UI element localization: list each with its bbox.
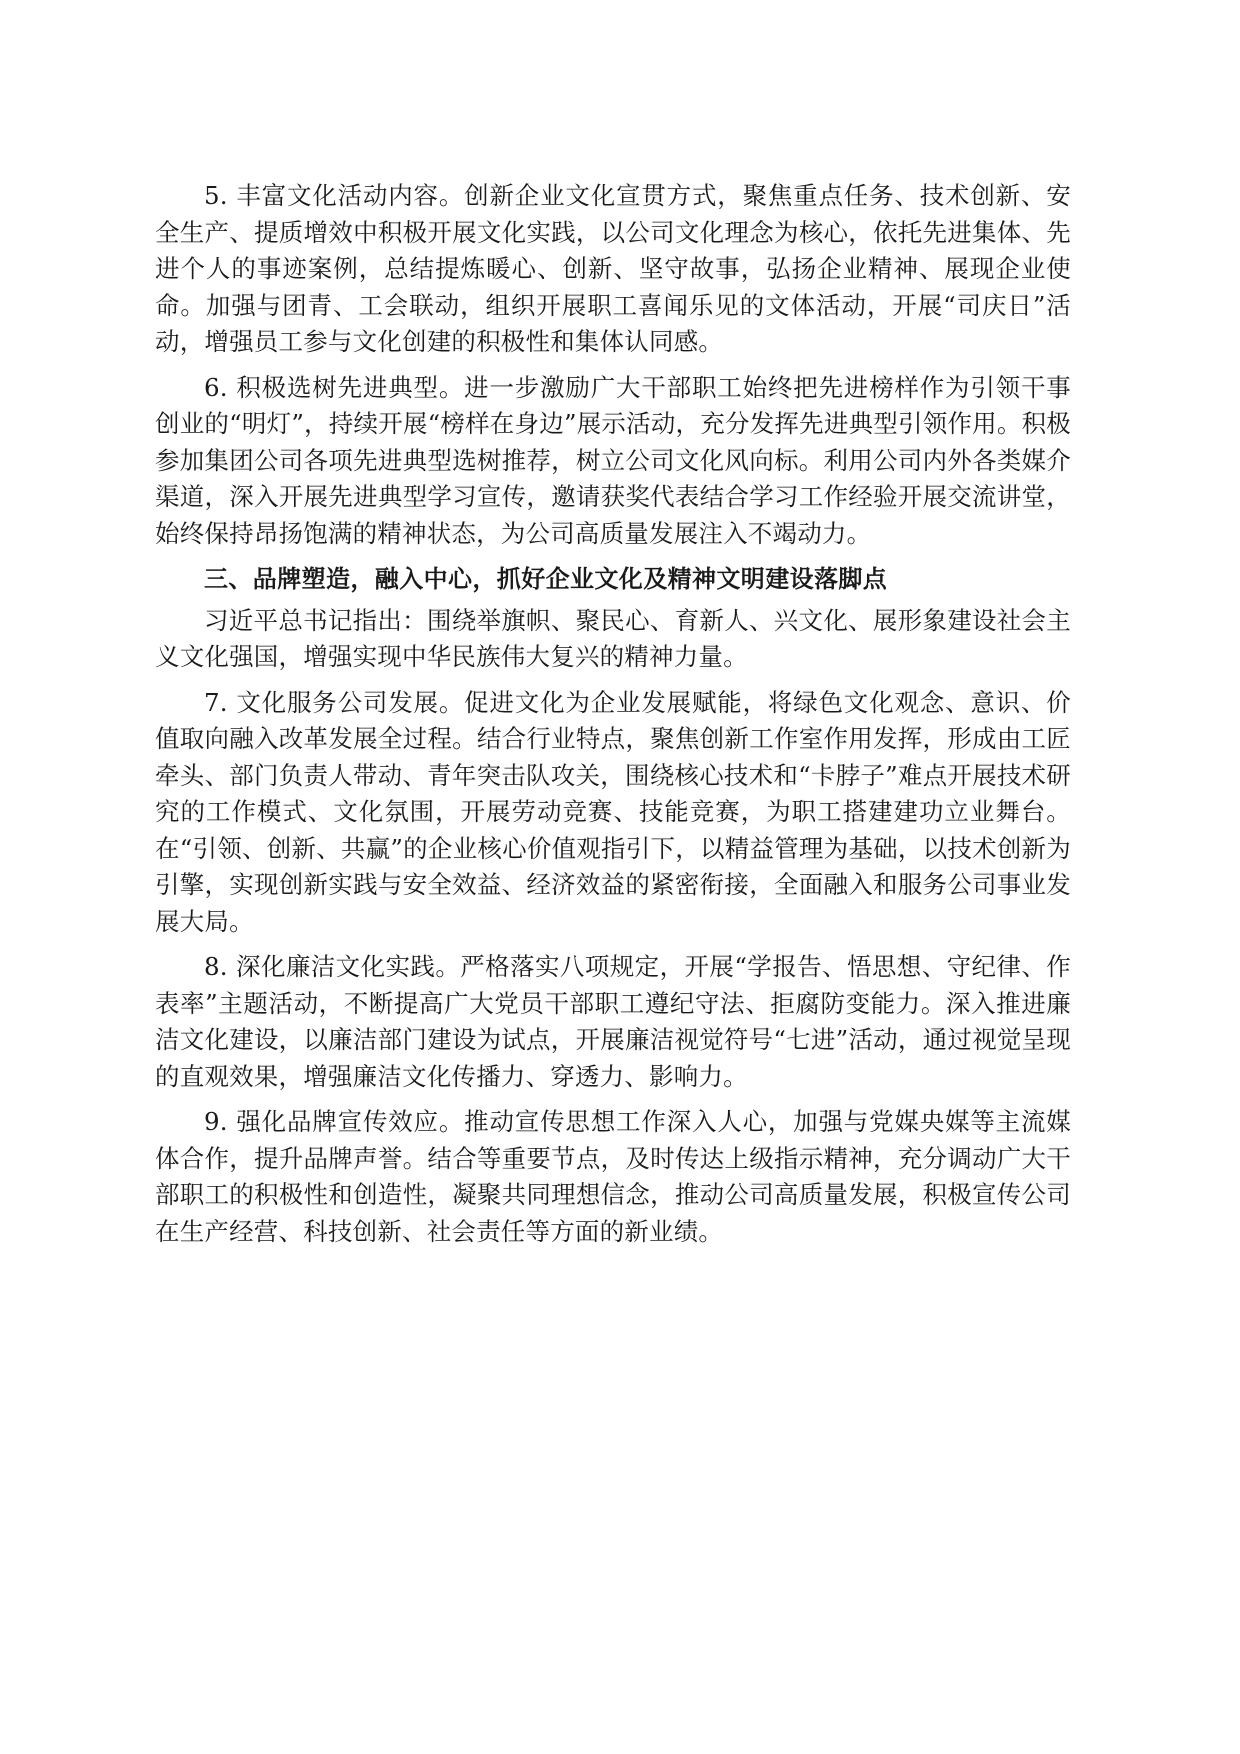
paragraph-item-9: 9. 强化品牌宣传效应。推动宣传思想工作深入人心，加强与党媒央媒等主流媒体合作，提升品牌声誉。结合等重要节点，及时传达上级指示精神，充分调动广大干部职工的积极性和创造性，凝聚共同理想信念，推动公司高质量发展，积极宣传公司在生产经营、科技创新、社会责任等方面的新业绩。 [155,1107,1071,1246]
paragraph-item-5: 5. 丰富文化活动内容。创新企业文化宣贯方式，聚焦重点任务、技术创新、安全生产、提质增效中积极开展文化实践，以公司文化理念为核心，依托先进集体、先进个人的事迹案例，总结提炼暖心、创新、坚守故事，弘扬企业精神、展现企业使命。加强与团青、工会联动，组织开展职工喜闻乐见的文体活动，开展“司庆日”活动，增强员工参与文化创建的积极性和集体认同感。 [155,181,1071,356]
paragraph-item-7: 7. 文化服务公司发展。促进文化为企业发展赋能，将绿色文化观念、意识、价值取向融入改革发展全过程。结合行业特点，聚焦创新工作室作用发挥，形成由工匠牵头、部门负责人带动、青年突击队攻关，围绕核心技术和“卡脖子”难点开展技术研究的工作模式、文化氛围，开展劳动竞赛、技能竞赛，为职工搭建建功立业舞台。在“引领、创新、共赢”的企业核心价值观指引下，以精益管理为基础，以技术创新为引擎，实现创新实践与安全效益、经济效益的紧密衔接，全面融入和服务公司事业发展大局。 [155,687,1071,936]
paragraph-quote: 习近平总书记指出：围绕举旗帜、聚民心、育新人、兴文化、展形象建设社会主义文化强国，增强实现中华民族伟大复兴的精神力量。 [155,605,1071,671]
section-heading: 三、品牌塑造，融入中心，抓好企业文化及精神文明建设落脚点 [204,565,888,593]
document-page [155,178,1071,1259]
paragraph-item-6: 6. 积极选树先进典型。进一步激励广大干部职工始终把先进榜样作为引领干事创业的“明灯”，持续开展“榜样在身边”展示活动，充分发挥先进典型引领作用。积极参加集团公司各项先进典型选树推荐，树立公司文化风向标。利用公司内外各类媒介渠道，深入开展先进典型学习宣传，邀请获奖代表结合学习工作经验开展交流讲堂，始终保持昂扬饱满的精神状态，为公司高质量发展注入不竭动力。 [155,372,1071,548]
paragraph-item-8: 8. 深化廉洁文化实践。严格落实八项规定，开展“学报告、悟思想、守纪律、作表率”主题活动，不断提高广大党员干部职工遵纪守法、拒腐防变能力。深入推进廉洁文化建设，以廉洁部门建设为试点，开展廉洁视觉符号“七进”活动，通过视觉呈现的直观效果，增强廉洁文化传播力、穿透力、影响力。 [155,952,1071,1091]
